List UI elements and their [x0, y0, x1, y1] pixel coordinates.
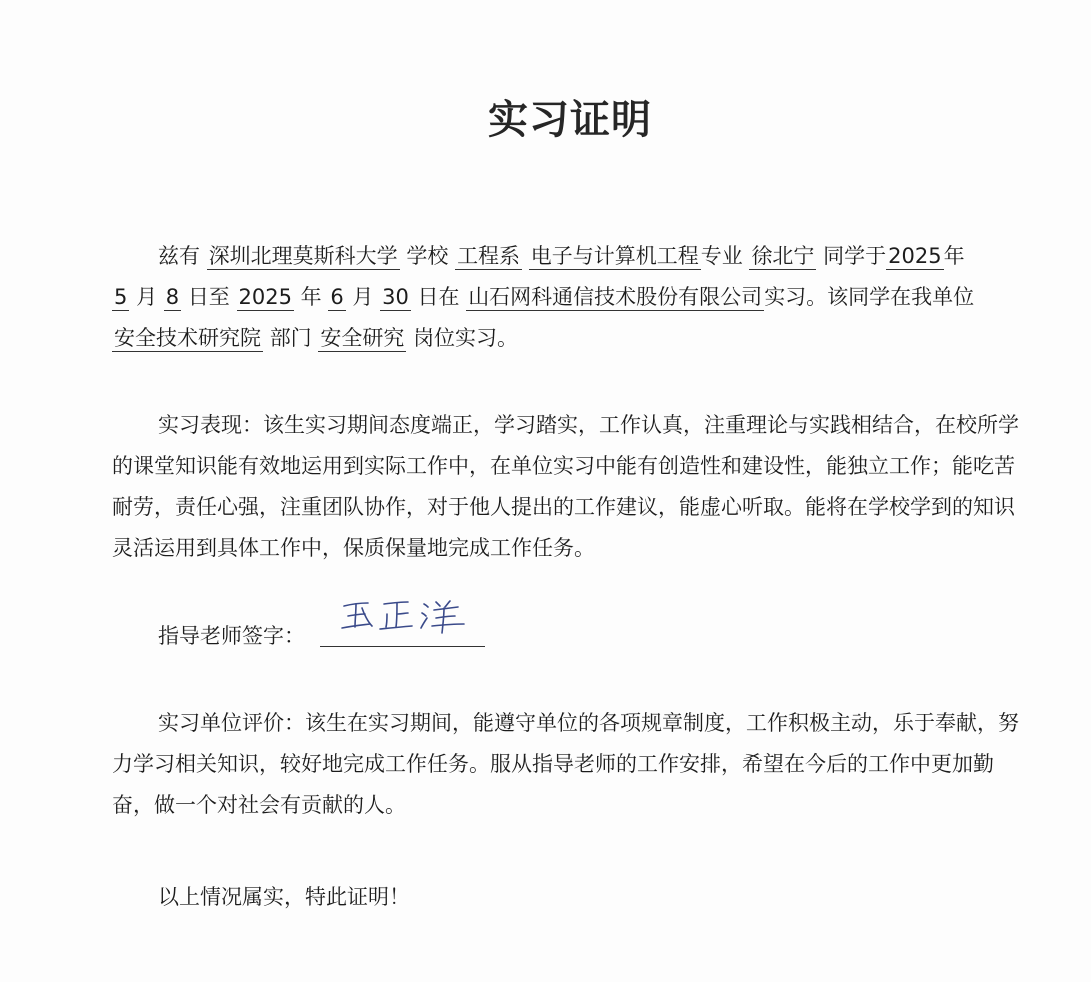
company-field: 山石网科通信技术股份有限公司	[468, 285, 763, 309]
unit-evaluation-paragraph	[112, 703, 1032, 826]
performance-paragraph	[112, 405, 1032, 569]
student-label: 同学于	[823, 244, 887, 268]
year-label: 年	[943, 244, 965, 268]
closing-paragraph	[112, 877, 1032, 918]
student-name-field: 徐北宁	[751, 244, 815, 268]
unit-department-field: 安全技术研究院	[114, 326, 261, 350]
signature-line	[320, 646, 485, 647]
day-to-label: 日至	[187, 285, 230, 309]
university-field: 深圳北理莫斯科大学	[208, 244, 398, 268]
document-title: 实习证明	[488, 97, 652, 143]
position-suffix: 岗位实习。	[413, 326, 519, 350]
certificate-statement	[112, 236, 1032, 359]
month-label: 月	[136, 285, 158, 309]
handwritten-signature	[338, 594, 478, 638]
department-field: 工程系	[457, 244, 521, 268]
position-field: 安全研究	[320, 326, 405, 350]
dept-label: 部门	[269, 326, 312, 350]
advisor-signature-label: 指导老师签字：	[158, 624, 305, 648]
start-month-field: 5	[114, 285, 128, 309]
month-label-2: 月	[352, 285, 374, 309]
school-label: 学校	[406, 244, 449, 268]
end-day-field: 30	[382, 285, 409, 309]
start-year-field: 2025	[888, 244, 942, 268]
end-month-field: 6	[330, 285, 344, 309]
major-field: 电子与计算机工程	[530, 244, 699, 268]
performance-text: 实习表现：该生实习期间态度端正，学习踏实，工作认真，注重理论与实践相结合，在校所学的课堂知识能有效地运用到实际工作中，在单位实习中能有创造性和建设性，能独立工作；能吃苦耐劳，责任心强，注重团队协作，对于他人提出的工作建议，能虚心听取。能将在学校学到的知识灵活运用到具体工作中，保质保量地完成工作任务。	[112, 413, 1019, 560]
closing-text: 以上情况属实，特此证明！	[158, 885, 410, 909]
prefix-text: 兹有	[158, 244, 200, 268]
unit-evaluation-text: 实习单位评价：该生在实习期间，能遵守单位的各项规章制度，工作积极主动，乐于奉献，努力学习相关知识，较好地完成工作任务。服从指导老师的工作安排，希望在今后的工作中更加勤奋，做一个对社会有贡献的人。	[112, 711, 1019, 817]
day-at-label: 日在	[417, 285, 460, 309]
end-year-field: 2025	[238, 285, 292, 309]
major-label: 专业	[700, 244, 743, 268]
company-suffix: 实习。该同学在我单位	[764, 285, 975, 309]
year-label-2: 年	[300, 285, 322, 309]
start-day-field: 8	[165, 285, 180, 309]
